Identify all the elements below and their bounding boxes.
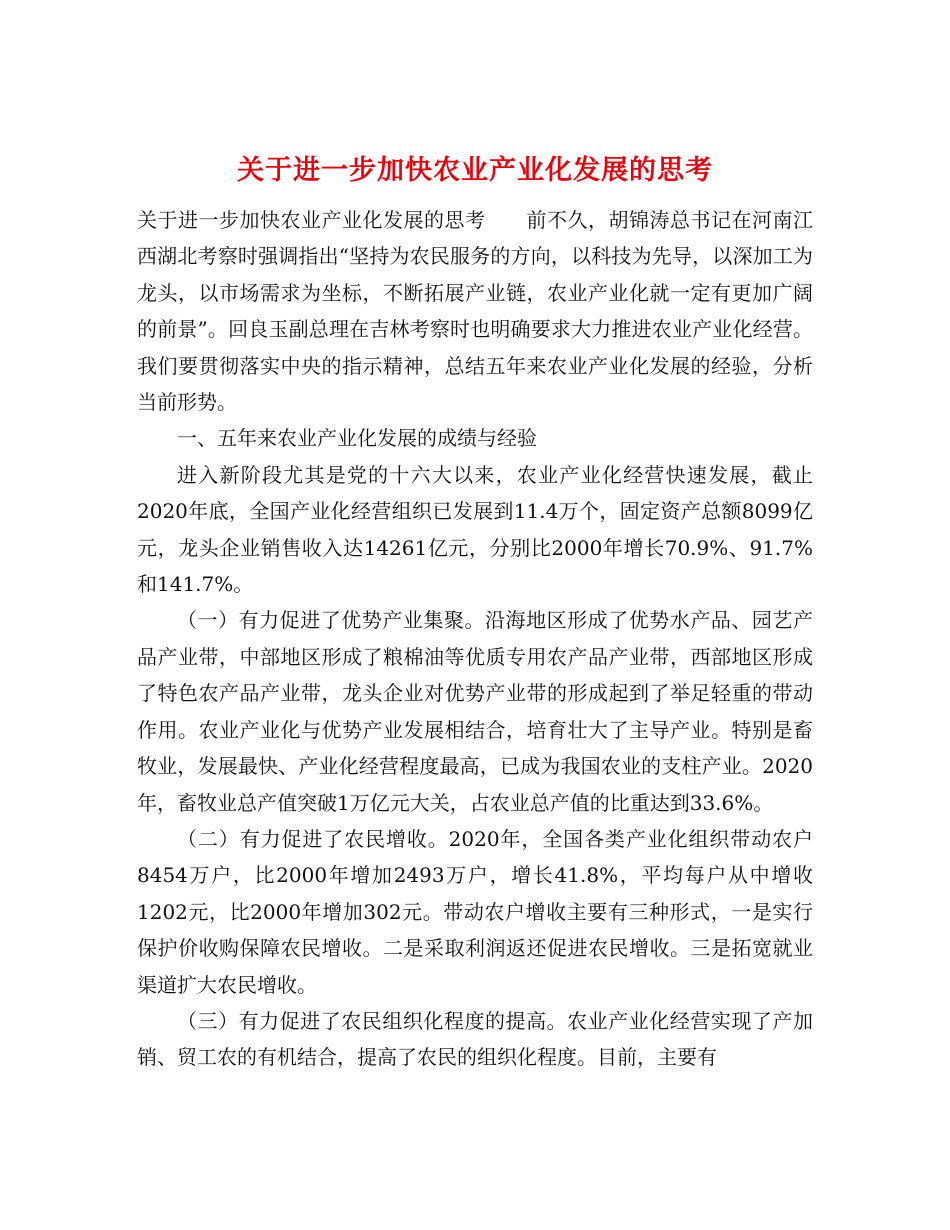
- document-title: 关于进一步加快农业产业化发展的思考: [237, 155, 713, 187]
- body-paragraph: （三）有力促进了农民组织化程度的提高。农业产业化经营实现了产加销、贸工农的有机结合，提高了农民的组织化程度。目前，主要有: [137, 1008, 813, 1070]
- intro-paragraph: 关于进一步加快农业产业化发展的思考 前不久，胡锦涛总书记在河南江西湖北考察时强调指出“坚持为农民服务的方向，以科技为先导，以深加工为龙头，以市场需求为坐标，不断拓展产业链，农业产业化就一定有更加广阔的前景”。回良玉副总理在吉林考察时也明确要求大力推进农业产业化经营。我们要贯彻落实中央的指示精神，总结五年来农业产业化发展的经验，分析当前形势。: [137, 208, 813, 415]
- document-body: [137, 202, 813, 1076]
- body-paragraph: （二）有力促进了农民增收。2020年，全国各类产业化组织带动农户8454万户，比2000年增加2493万户，增长41.8%，平均每户从中增收1202元，比2000年增加302元。带动农户增收主要有三种形式，一是实行保护价收购保障农民增收。二是采取利润返还促进农民增收。三是拓宽就业渠道扩大农民增收。: [137, 826, 813, 997]
- body-paragraph: （一）有力促进了优势产业集聚。沿海地区形成了优势水产品、园艺产品产业带，中部地区形成了粮棉油等优质专用农产品产业带，西部地区形成了特色农产品产业带，龙头企业对优势产业带的形成起到了举足轻重的带动作用。农业产业化与优势产业发展相结合，培育壮大了主导产业。特别是畜牧业，发展最快、产业化经营程度最高，已成为我国农业的支柱产业。2020年，畜牧业总产值突破1万亿元大关，占农业总产值的比重达到33.6%。: [137, 608, 813, 815]
- body-paragraph: 进入新阶段尤其是党的十六大以来，农业产业化经营快速发展，截止2020年底，全国产业化经营组织已发展到11.4万个，固定资产总额8099亿元，龙头企业销售收入达14261亿元，分别比2000年增长70.9%、91.7%和141.7%。: [137, 462, 813, 597]
- section-heading: 一、五年来农业产业化发展的成绩与经验: [177, 426, 537, 451]
